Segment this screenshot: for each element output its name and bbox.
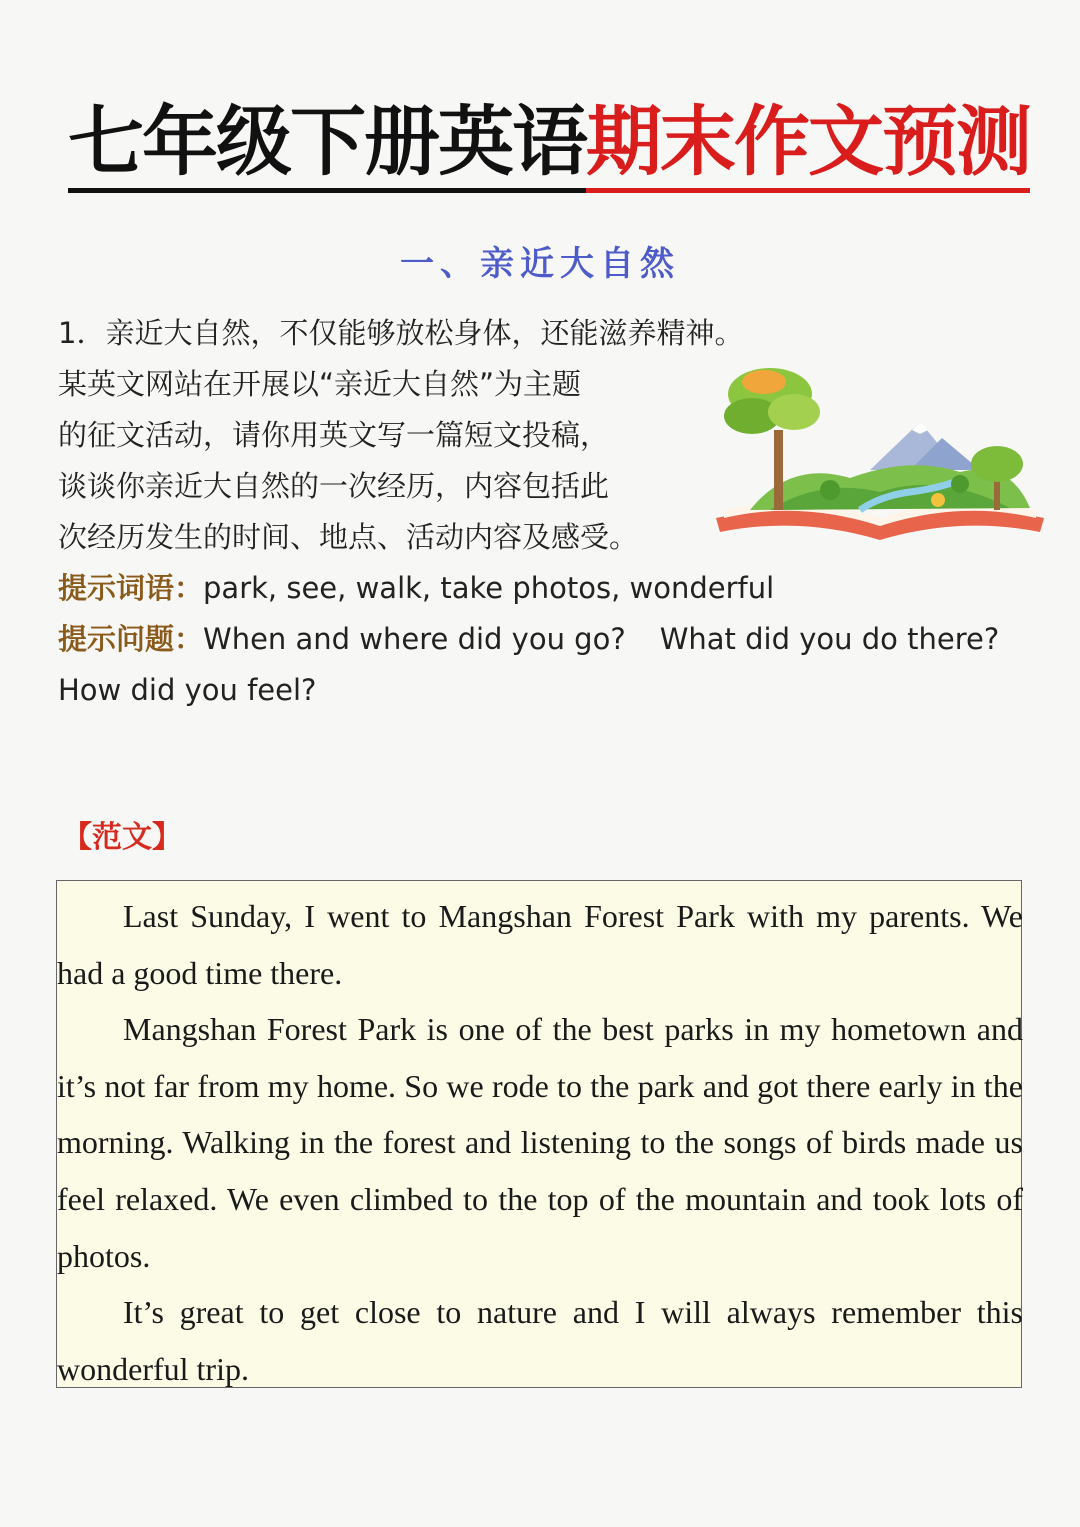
essay-paragraph-3: It’s great to get close to nature and I will always remember this wonderful trip. xyxy=(57,1294,1023,1387)
essay-paragraph-1: Last Sunday, I went to Mangshan Forest Park with my parents. We had a good time there. xyxy=(57,898,1023,991)
hint-question-3: How did you feel? xyxy=(58,673,317,707)
section-heading: 一、亲近大自然 xyxy=(400,244,680,284)
hint-question-2: What did you do there? xyxy=(659,622,1000,656)
model-essay-box xyxy=(56,880,1022,1388)
prompt-line: 某英文网站在开展以“亲近大自然”为主题 xyxy=(58,367,582,401)
hint-question-1: When and where did you go? xyxy=(203,622,626,656)
prompt-line: 次经历发生的时间、地点、活动内容及感受。 xyxy=(58,520,639,554)
page-title xyxy=(68,96,1030,188)
nature-book-icon xyxy=(710,360,1050,545)
hint-questions-row xyxy=(58,614,999,665)
title-part-black: 七年级下册英语 xyxy=(68,97,586,193)
title-part-red: 期末作文预测 xyxy=(586,97,1030,193)
prompt-line: 的征文活动，请你用英文写一篇短文投稿， xyxy=(58,418,610,452)
hint-words-row xyxy=(58,563,999,614)
hint-questions-label: 提示问题： xyxy=(58,622,204,656)
essay-paragraph-2: Mangshan Forest Park is one of the best parks in my hometown and it’s not far from my home. So we rode to the park and got there early in the morning. Walking in the forest and listening to the songs of birds made us feel relaxed. We even climbed to the top of the mountain and took lots of photos. xyxy=(57,1011,1023,1274)
hint-words-label: 提示词语： xyxy=(58,571,204,605)
prompt-line: 谈谈你亲近大自然的一次经历，内容包括此 xyxy=(58,469,610,503)
model-essay-label: 【范文】 xyxy=(62,820,182,855)
prompt-line: 1．亲近大自然，不仅能够放松身体，还能滋养精神。 xyxy=(58,316,744,350)
hint-words: park, see, walk, take photos, wonderful xyxy=(203,571,775,605)
